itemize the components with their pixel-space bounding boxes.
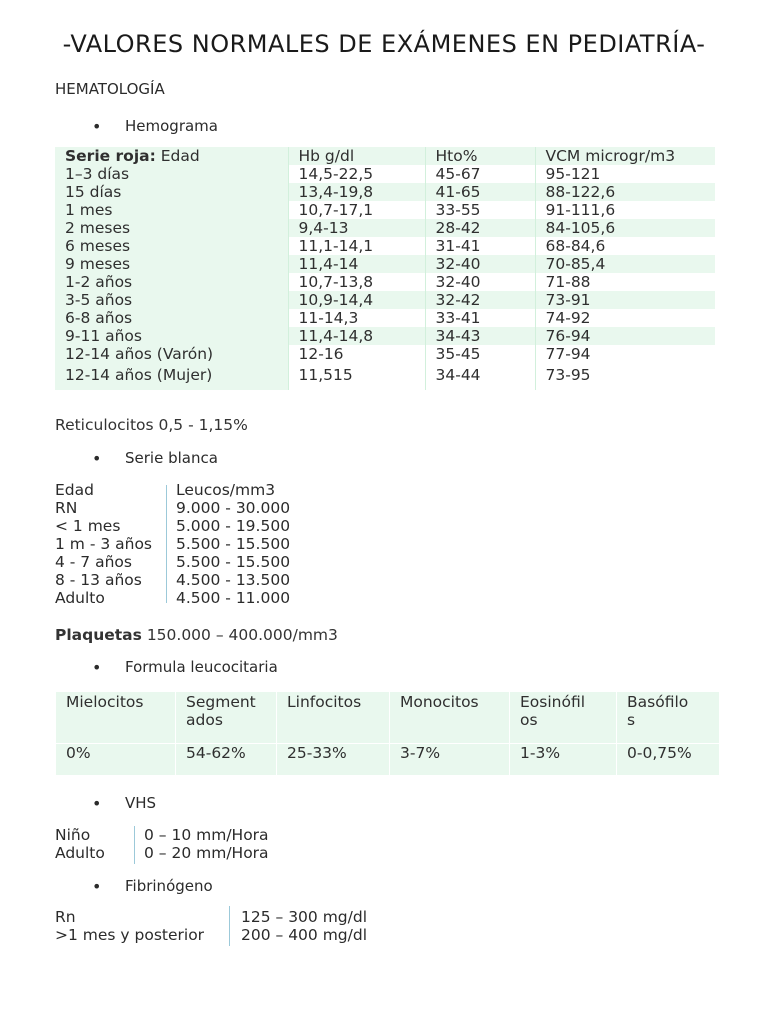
table-row bbox=[55, 255, 715, 273]
table-row bbox=[55, 201, 715, 219]
table-row bbox=[56, 744, 720, 776]
cell-eosinofilos: 1-3% bbox=[510, 744, 617, 776]
vhs-labels bbox=[55, 826, 105, 862]
header-linfocitos: Linfocitos bbox=[277, 692, 390, 744]
cell-basofilos: 0-0,75% bbox=[617, 744, 720, 776]
table-row bbox=[55, 327, 715, 345]
bullet-icon: • bbox=[92, 877, 102, 896]
cell-edad: 9-11 años bbox=[65, 327, 142, 345]
cell-edad: 2 meses bbox=[65, 219, 131, 237]
table-row bbox=[55, 309, 715, 327]
table-row bbox=[55, 273, 715, 291]
cell-hto: 35-45 bbox=[425, 345, 535, 366]
cell-vcm: 71-88 bbox=[535, 273, 715, 291]
list-item: 4.500 - 11.000 bbox=[176, 589, 291, 607]
page-title: -VALORES NORMALES DE EXÁMENES EN PEDIATRÍA- bbox=[62, 30, 706, 58]
header-vcm: VCM microgr/m3 bbox=[535, 147, 715, 165]
list-item: >1 mes y posterior bbox=[55, 926, 205, 944]
fibrinogeno-heading: Fibrinógeno bbox=[125, 877, 213, 895]
fibrinogeno-labels bbox=[55, 908, 204, 944]
cell-hb: 10,7-13,8 bbox=[288, 273, 425, 291]
list-item: 5.500 - 15.500 bbox=[176, 535, 291, 553]
formula-heading: Formula leucocitaria bbox=[125, 658, 278, 676]
cell-edad: 9 meses bbox=[65, 255, 131, 273]
list-item: 0 – 10 mm/Hora bbox=[144, 826, 269, 844]
cell-hto: 33-55 bbox=[425, 201, 535, 219]
cell-hb: 10,7-17,1 bbox=[288, 201, 425, 219]
list-item: 4.500 - 13.500 bbox=[176, 571, 291, 589]
cell-hb: 11,4-14,8 bbox=[288, 327, 425, 345]
list-item: 5.500 - 15.500 bbox=[176, 553, 291, 571]
cell-edad: 15 días bbox=[65, 183, 122, 201]
bullet-icon: • bbox=[92, 658, 102, 677]
cell-hb: 13,4-19,8 bbox=[288, 183, 425, 201]
table-row bbox=[55, 183, 715, 201]
divider bbox=[229, 906, 230, 946]
formula-table bbox=[55, 691, 720, 776]
list-item: < 1 mes bbox=[55, 517, 121, 535]
cell-hb: 10,9-14,4 bbox=[288, 291, 425, 309]
cell-vcm: 84-105,6 bbox=[535, 219, 715, 237]
header-mielocitos: Mielocitos bbox=[56, 692, 176, 744]
cell-vcm: 88-122,6 bbox=[535, 183, 715, 201]
cell-hb: 11,4-14 bbox=[288, 255, 425, 273]
divider bbox=[166, 485, 167, 603]
list-item: 200 – 400 mg/dl bbox=[241, 926, 368, 944]
cell-edad: 12-14 años (Mujer) bbox=[55, 366, 288, 390]
fibrinogeno-values bbox=[241, 908, 367, 944]
divider bbox=[134, 826, 135, 864]
list-item: 4 - 7 años bbox=[55, 553, 132, 571]
table-row bbox=[55, 291, 715, 309]
cell-hto: 41-65 bbox=[425, 183, 535, 201]
list-item: Adulto bbox=[55, 844, 105, 862]
header-hto: Hto% bbox=[425, 147, 535, 165]
vhs-values bbox=[144, 826, 269, 862]
plaquetas-label: Plaquetas bbox=[55, 626, 142, 644]
reticulocitos-text: Reticulocitos 0,5 - 1,15% bbox=[55, 416, 248, 434]
list-item: Rn bbox=[55, 908, 76, 926]
cell-mielocitos: 0% bbox=[56, 744, 176, 776]
serie-blanca-ages bbox=[55, 481, 152, 607]
cell-edad: 6 meses bbox=[55, 237, 288, 255]
plaquetas-line bbox=[55, 626, 338, 644]
cell-edad: 1 mes bbox=[55, 201, 288, 219]
list-item: 5.000 - 19.500 bbox=[176, 517, 291, 535]
cell-hto: 32-40 bbox=[425, 273, 535, 291]
cell-hto: 31-41 bbox=[425, 237, 535, 255]
cell-vcm: 91-111,6 bbox=[535, 201, 715, 219]
table-row bbox=[55, 219, 715, 237]
list-item: 1 m - 3 años bbox=[55, 535, 153, 553]
header-edad: Edad bbox=[160, 147, 200, 165]
section-heading-hematologia: HEMATOLOGÍA bbox=[55, 80, 165, 98]
vhs-heading: VHS bbox=[125, 794, 157, 812]
list-item: Adulto bbox=[55, 589, 105, 607]
bullet-icon: • bbox=[92, 794, 102, 813]
cell-edad: 3-5 años bbox=[65, 291, 133, 309]
header-monocitos: Monocitos bbox=[390, 692, 510, 744]
header-segmentados: Segment ados bbox=[176, 692, 277, 744]
list-item: Leucos/mm3 bbox=[176, 481, 276, 499]
cell-hto: 32-40 bbox=[425, 255, 535, 273]
cell-vcm: 95-121 bbox=[535, 165, 715, 183]
header-cell bbox=[55, 147, 288, 165]
list-item: Niño bbox=[55, 826, 91, 844]
cell-edad: 12-14 años (Varón) bbox=[55, 345, 288, 366]
list-item: Edad bbox=[55, 481, 94, 499]
table-row bbox=[55, 366, 715, 390]
list-item: 9.000 - 30.000 bbox=[176, 499, 291, 517]
bullet-icon: • bbox=[92, 449, 102, 468]
cell-hto: 33-41 bbox=[425, 309, 535, 327]
table-row bbox=[55, 345, 715, 366]
table-row bbox=[55, 237, 715, 255]
cell-hb: 11,515 bbox=[288, 366, 425, 390]
table-header-row bbox=[56, 692, 720, 744]
list-item: 8 - 13 años bbox=[55, 571, 142, 589]
list-item: 0 – 20 mm/Hora bbox=[144, 844, 269, 862]
cell-linfocitos: 25-33% bbox=[277, 744, 390, 776]
cell-vcm: 77-94 bbox=[535, 345, 715, 366]
hemograma-table bbox=[55, 147, 715, 390]
cell-hto: 32-42 bbox=[425, 291, 535, 309]
cell-vcm: 70-85,4 bbox=[535, 255, 715, 273]
header-basofilos: Basófilo s bbox=[617, 692, 720, 744]
hemograma-heading: Hemograma bbox=[125, 117, 218, 135]
cell-vcm: 76-94 bbox=[535, 327, 715, 345]
header-eosinofilos: Eosinófil os bbox=[510, 692, 617, 744]
cell-hb: 12-16 bbox=[288, 345, 425, 366]
cell-segmentados: 54-62% bbox=[176, 744, 277, 776]
cell-vcm: 73-91 bbox=[535, 291, 715, 309]
table-header-row bbox=[55, 147, 715, 165]
serie-blanca-values bbox=[176, 481, 290, 607]
list-item: 125 – 300 mg/dl bbox=[241, 908, 368, 926]
cell-hb: 11-14,3 bbox=[288, 309, 425, 327]
cell-hb: 11,1-14,1 bbox=[288, 237, 425, 255]
cell-vcm: 74-92 bbox=[535, 309, 715, 327]
cell-edad: 1–3 días bbox=[55, 165, 288, 183]
bullet-icon: • bbox=[92, 117, 102, 136]
header-hb: Hb g/dl bbox=[288, 147, 425, 165]
cell-hto: 34-43 bbox=[425, 327, 535, 345]
serie-roja-label: Serie roja: bbox=[65, 147, 156, 165]
cell-hto: 45-67 bbox=[425, 165, 535, 183]
cell-vcm: 73-95 bbox=[535, 366, 715, 390]
plaquetas-value: 150.000 – 400.000/mm3 bbox=[146, 626, 338, 644]
cell-edad: 1-2 años bbox=[55, 273, 288, 291]
list-item: RN bbox=[55, 499, 78, 517]
cell-monocitos: 3-7% bbox=[390, 744, 510, 776]
serie-blanca-heading: Serie blanca bbox=[125, 449, 218, 467]
cell-hb: 9,4-13 bbox=[288, 219, 425, 237]
cell-hto: 28-42 bbox=[425, 219, 535, 237]
table-row bbox=[55, 165, 715, 183]
cell-hto: 34-44 bbox=[425, 366, 535, 390]
cell-hb: 14,5-22,5 bbox=[288, 165, 425, 183]
cell-vcm: 68-84,6 bbox=[535, 237, 715, 255]
cell-edad: 6-8 años bbox=[55, 309, 288, 327]
